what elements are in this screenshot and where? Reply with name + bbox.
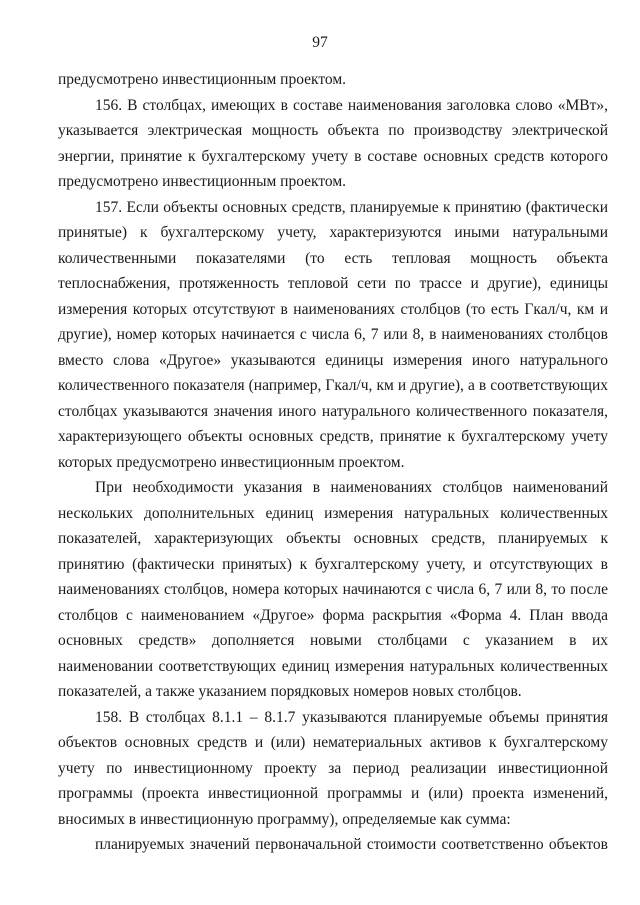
paragraph-continuation: предусмотрено инвестиционным проектом. xyxy=(58,71,347,88)
paragraph-157-additional: При необходимости указания в наименованиях столбцов наименований нескольких дополнительных единиц измерения натуральных количественных показателей, характеризующих объекты основных средств, планируемых к принятию (фактически принятых) к бухгалтерскому учету, и отсутствующих в наименованиях столбцов, номера которых начинаются с числа 6, 7 или 8, то после столбцов с наименованием «Другое» форма раскрытия «Форма 4. План ввода основных средств» дополняется новыми столбцами с указанием в их наименовании соответствующих единиц измерения натуральных количественных показателей, а также указанием порядковых номеров новых столбцов. xyxy=(58,479,608,700)
paragraph-158-item: планируемых значений первоначальной стоимости соответственно объектов xyxy=(95,836,608,853)
document-body xyxy=(58,67,608,858)
paragraph-157: 157. Если объекты основных средств, планируемые к принятию (фактически принятые) к бухгалтерскому учету, характеризуются иными натуральными количественными показателями (то есть тепловая мощность объекта теплоснабжения, протяженность тепловой сети по трассе и другие), единицы измерения которых отсутствуют в наименованиях столбцов (то есть Гкал/ч, км и другие), номер которых начинается с числа 6, 7 или 8, в наименованиях столбцов вместо слова «Другое» указываются единицы измерения иного натурального количественного показателя (например, Гкал/ч, км и другие), а в соответствующих столбцах указываются значения иного натурального количественного показателя, характеризующего объекты основных средств, принятие к бухгалтерскому учету которых предусмотрено инвестиционным проектом. xyxy=(58,198,608,471)
paragraph-156: 156. В столбцах, имеющих в составе наименования заголовка слово «МВт», указывается электрическая мощность объекта по производству электрической энергии, принятие к бухгалтерскому учету в составе основных средств которого предусмотрено инвестиционным проектом. xyxy=(58,96,608,190)
page-number: 97 xyxy=(312,34,328,51)
paragraph-158: 158. В столбцах 8.1.1 – 8.1.7 указываются планируемые объемы принятия объектов основных средств и (или) нематериальных активов к бухгалтерскому учету по инвестиционному проекту за период реализации инвестиционной программы (проекта инвестиционной программы и (или) проекта изменений, вносимых в инвестиционную программу), определяемые как сумма: xyxy=(58,708,608,828)
